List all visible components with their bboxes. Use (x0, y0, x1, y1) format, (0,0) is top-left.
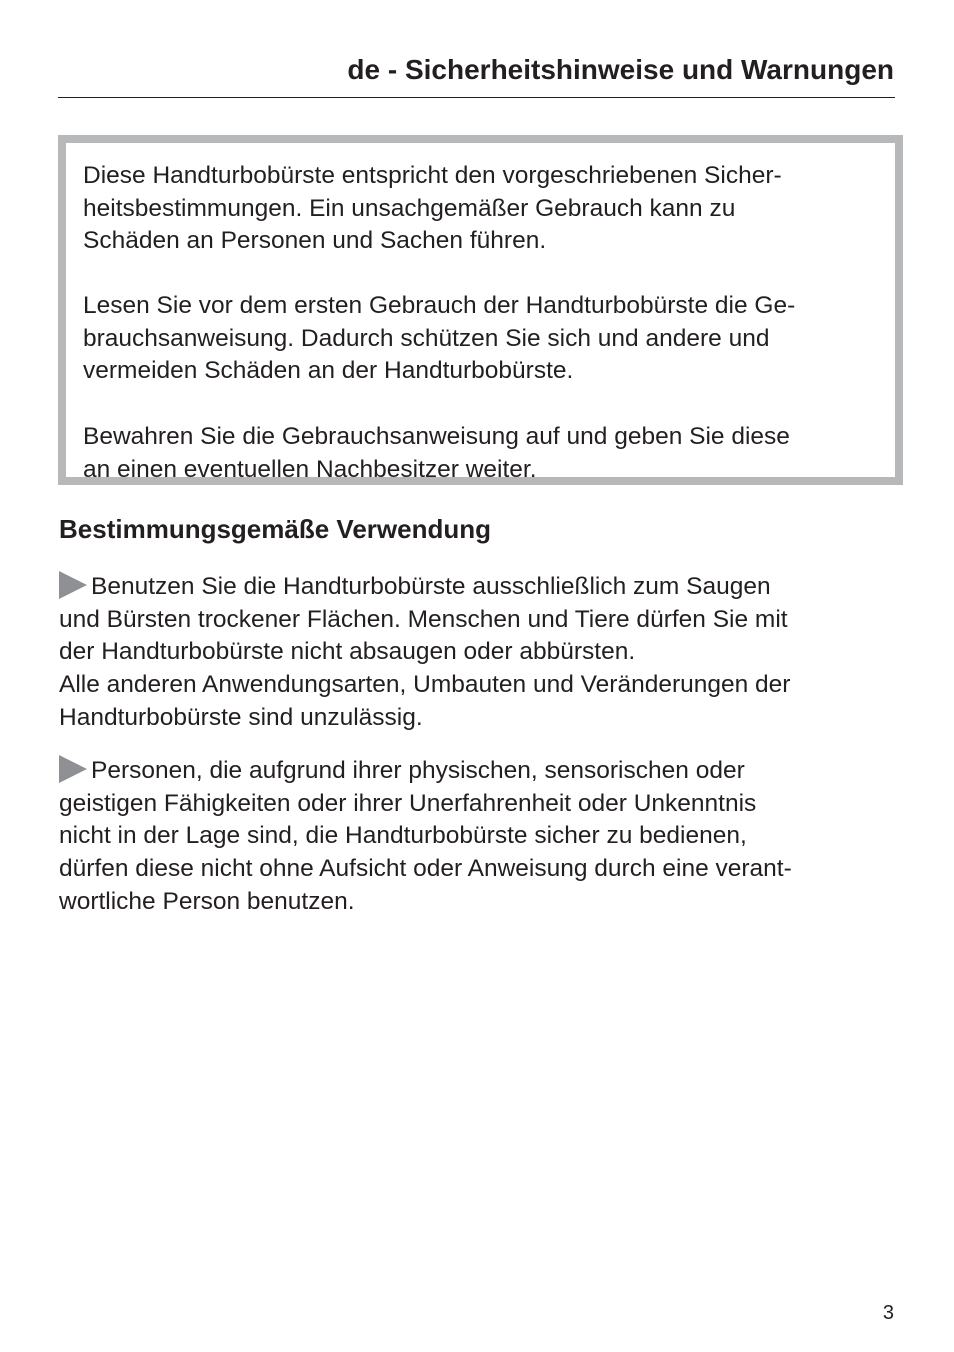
text-line-first (59, 757, 745, 784)
bullet-paragraph (59, 571, 790, 735)
text-line: an einen eventuellen Nachbesitzer weiter. (83, 455, 537, 483)
safety-notice-box (58, 135, 903, 485)
text-line: brauchsanweisung. Dadurch schützen Sie sich und andere und (83, 324, 770, 352)
text-line: Schäden an Personen und Sachen führen. (83, 227, 547, 255)
notice-paragraph (83, 290, 795, 388)
bullet-paragraph (59, 755, 792, 919)
triangle-bullet-icon (59, 571, 87, 599)
text-line: vermeiden Schäden an der Handturbobürste. (83, 357, 574, 385)
text-line: dürfen diese nicht ohne Aufsicht oder Anweisung durch eine verant- (59, 855, 792, 883)
text-line: Diese Handturbobürste entspricht den vorgeschriebenen Sicher- (83, 162, 782, 189)
text-line: Benutzen Sie die Handturbobürste ausschließlich zum Saugen (91, 573, 771, 600)
text-line: Alle anderen Anwendungsarten, Umbauten und Veränderungen der (59, 671, 791, 699)
text-line-first (59, 573, 771, 600)
text-line: Handturbobürste sind unzulässig. (59, 703, 423, 731)
header-divider (58, 97, 895, 98)
page-title: de - Sicherheitshinweise und Warnungen (347, 54, 894, 85)
triangle-bullet-icon (59, 755, 87, 783)
text-line: geistigen Fähigkeiten oder ihrer Unerfahrenheit oder Unkenntnis (59, 789, 757, 817)
text-line: Personen, die aufgrund ihrer physischen, sensorischen oder (91, 757, 745, 784)
text-line: Lesen Sie vor dem ersten Gebrauch der Handturbobürste die Ge- (83, 292, 796, 319)
text-line: der Handturbobürste nicht absaugen oder abbürsten. (59, 638, 636, 666)
notice-paragraph (83, 160, 782, 258)
text-line: und Bürsten trockener Flächen. Menschen und Tiere dürfen Sie mit (59, 605, 788, 633)
text-line: Bewahren Sie die Gebrauchsanweisung auf und geben Sie diese (83, 423, 790, 450)
section-heading: Bestimmungsgemäße Verwendung (59, 514, 491, 544)
notice-paragraph (83, 421, 790, 486)
text-line: heitsbestimmungen. Ein unsachgemäßer Gebrauch kann zu (83, 194, 736, 222)
text-line: nicht in der Lage sind, die Handturbobürste sicher zu bedienen, (59, 822, 747, 850)
page-number: 3 (882, 1302, 894, 1324)
text-line: wortliche Person benutzen. (59, 887, 355, 915)
